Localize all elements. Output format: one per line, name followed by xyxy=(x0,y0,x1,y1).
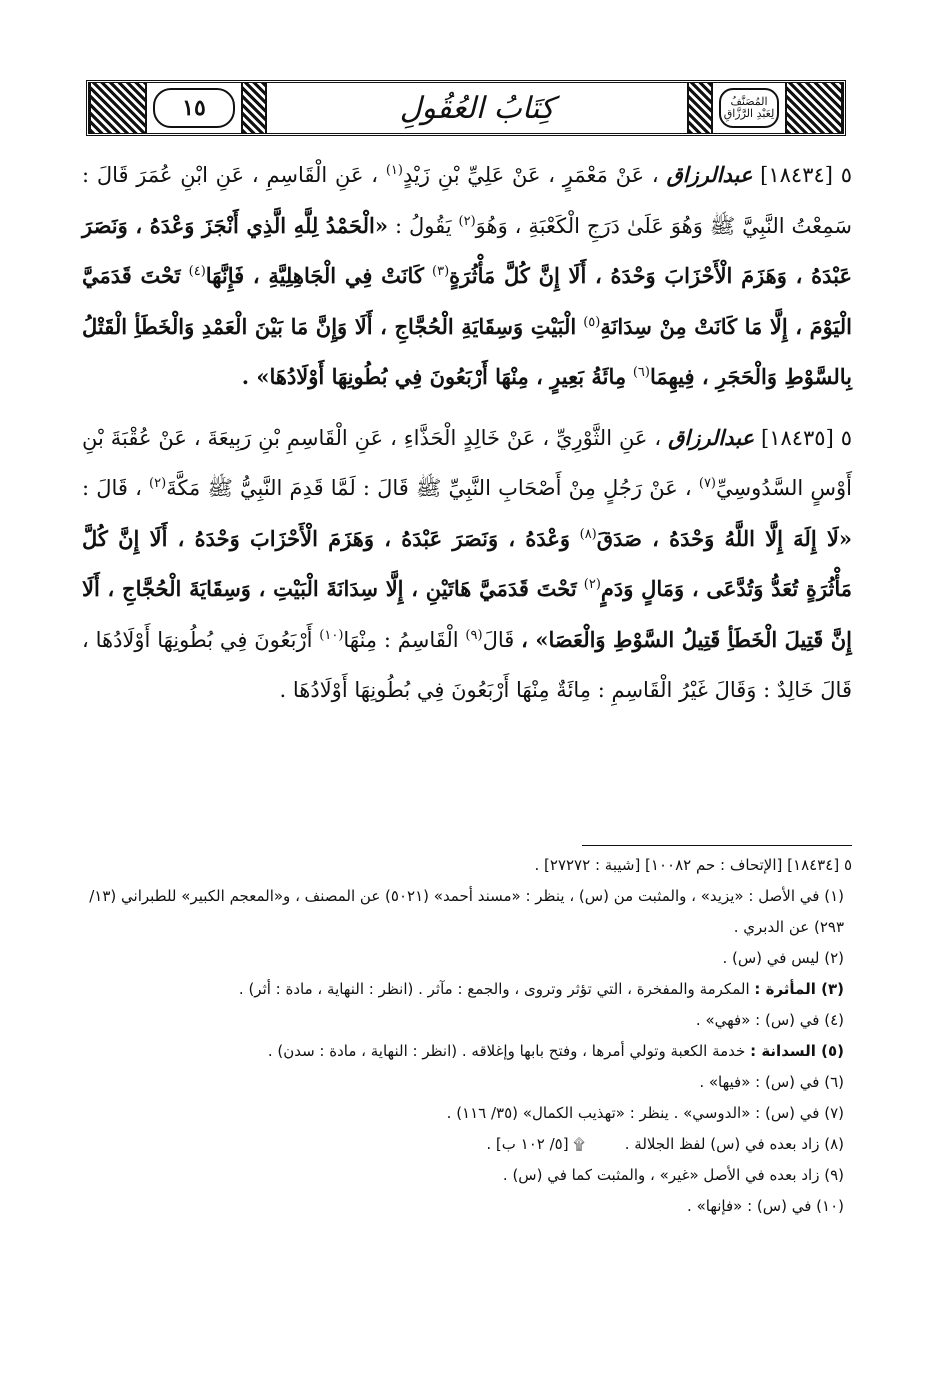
isnad-text: ، عَنْ رَجُلٍ مِنْ أَصْحَابِ النَّبِيِّ ﷺ قَالَ : لَمَّا قَدِمَ النَّبِيُّ ﷺ مَكَّةَ xyxy=(166,476,692,500)
main-text xyxy=(82,150,852,726)
hadith-number: ٥ [١٨٤٣٤] xyxy=(760,163,852,187)
manuscript-folio-ref: ۩ [٥/ ١٠٢ ب] . xyxy=(486,1135,585,1153)
footnote-5 xyxy=(82,1036,852,1067)
isnad-text: يَقُولُ : xyxy=(394,213,452,238)
matn-text: تَحْتَ قَدَمَيَّ الْيَوْمَ ، إِلَّا مَا كَانَتْ مِنْ سِدَانَةِ xyxy=(82,263,852,339)
footnote-ref: (٣) xyxy=(432,264,450,279)
footnote-10: (١٠) في (س) : «فإنها» . xyxy=(687,1197,844,1215)
footnote-1: (١) في الأصل : «يزيد» ، والمثبت من (س) ، ينظر : «مسند أحمد» (٥٠٢١) عن المصنف ، و«المعجم الكبير» للطبراني (١٣/ ٢٩٣) عن الدبري . xyxy=(89,887,844,936)
footnote-ref: (٦) xyxy=(632,365,650,380)
footnote-ref: (٢) xyxy=(583,577,601,592)
footnote-ref: (١٠) xyxy=(319,627,344,643)
matn-text: تَحْتَ قَدَمَيَّ هَاتَيْنِ ، إِلَّا سِدَانَةَ الْبَيْتِ ، وَسِقَايَةَ الْحُجَّاجِ ، أَلَا إِنَّ قَتِيلَ الْخَطَأِ قَتِيلُ السَّوْطِ وَالْعَصَا» ، xyxy=(82,576,852,652)
matn-text: «الْحَمْدُ لِلَّهِ الَّذِي أَنْجَزَ وَعْدَهُ ، وَنَصَرَ عَبْدَهُ ، وَهَزَمَ الْأَحْزَابَ وَحْدَهُ ، أَلَا إِنَّ كُلَّ مَأْثُرَةٍ xyxy=(82,212,852,288)
footnote-ref: (٢) xyxy=(458,213,476,229)
footnote-5-label: (٥) السدانة : xyxy=(750,1042,844,1060)
hadith-18435 xyxy=(82,413,852,716)
footnote-8 xyxy=(82,1129,852,1160)
footnote-3 xyxy=(82,974,852,1005)
footnote-ref: (٩) xyxy=(465,627,483,643)
hadith-18434 xyxy=(82,150,852,403)
page-number: ١٥ xyxy=(153,88,235,128)
matn-text: الْبَيْتِ وَسِقَايَةِ الْحُجَّاجِ ، أَلَا وَإِنَّ مَا بَيْنَ الْعَمْدِ وَالْخَطَأِ الْقَتْلُ بِالسَّوْطِ وَالْحَجَرِ ، فِيهِمَا xyxy=(82,313,852,389)
author-name: عبدالرزاق xyxy=(668,424,755,450)
running-header xyxy=(86,80,846,136)
header-ornament-left xyxy=(89,83,147,133)
footnote-ref: (٤) xyxy=(188,264,206,279)
publisher-logo xyxy=(719,88,779,128)
footnote-4: (٤) في (س) : «فهي» . xyxy=(695,1011,844,1029)
matn-text: وَعْدَهُ ، وَنَصَرَ عَبْدَهُ ، وَهَزَمَ الْأَحْزَابَ وَحْدَهُ ، أَلَا إِنَّ كُلَّ مَأْثُرَةٍ تُعَدُّ وَتُدَّعَى ، وَمَالٍ وَدَمٍ xyxy=(82,525,852,601)
commentary-text: أَرْبَعُونَ فِي بُطُونِهَا أَوْلَادُهَا ، قَالَ خَالِدٌ : وَقَالَ غَيْرُ الْقَاسِمِ : مِائَةٌ مِنْهَا أَرْبَعُونَ فِي بُطُونِهَا أَوْلَادُهَا . xyxy=(82,627,852,702)
publisher-line-2: لِعَبْدِ الرَّزَّاقِ xyxy=(723,107,775,120)
matn-text: كَانَتْ فِي الْجَاهِلِيَّةِ ، فَإِنَّهَا xyxy=(205,263,424,288)
footnote-ref: (٧) xyxy=(698,476,716,491)
footnote-ref: (٢) xyxy=(149,476,167,491)
matn-text: «لَا إِلَهَ إِلَّا اللَّهُ وَحْدَهُ ، صَدَقَ xyxy=(596,525,852,551)
isnad-text: ، عَنْ مَعْمَرٍ ، عَنْ عَلِيِّ بْنِ زَيْدٍ xyxy=(402,163,659,187)
book-title: كِتَابُ العُقُولِ xyxy=(399,90,555,126)
commentary-text: قَالَ xyxy=(482,627,515,652)
isnad-text: ، قَالَ : xyxy=(82,476,142,500)
publisher-line-1: المُصَنَّفُ xyxy=(730,95,768,108)
footnote-3-label: (٣) المأثرة : xyxy=(754,980,844,998)
commentary-text: الْقَاسِمُ : مِنْهَا xyxy=(343,627,459,652)
footnote-ref: (٨) xyxy=(579,526,597,542)
isnad-text: ، عَنِ الثَّوْرِيِّ ، عَنْ خَالِدٍ الْحَذَّاءِ ، عَنِ الْقَاسِمِ بْنِ رَبِيعَةَ ، عَنْ عُقْبَةَ بْنِ أَوْسٍ السَّدُوسِيِّ xyxy=(82,425,853,500)
footnote-2: (٢) ليس في (س) . xyxy=(722,949,844,967)
footnote-ref: (١) xyxy=(385,163,403,178)
footnote-9: (٩) زاد بعده في الأصل «غير» ، والمثبت كما في (س) . xyxy=(502,1166,844,1184)
header-right-group xyxy=(687,83,843,133)
footnote-8-text: (٨) زاد بعده في (س) لفظ الجلالة . xyxy=(624,1135,844,1153)
footnote-ref: (٥) xyxy=(583,314,601,330)
header-left-group xyxy=(89,83,267,133)
footnotes xyxy=(82,850,852,1222)
matn-text: مِائَةُ بَعِيرٍ ، مِنْهَا أَرْبَعُونَ فِي بُطُونِهَا أَوْلَادُهَا» . xyxy=(241,364,627,389)
footnote-6: (٦) في (س) : «فيها» . xyxy=(699,1073,844,1091)
author-name: عبدالرزاق xyxy=(666,162,753,187)
footnote-source: ٥ [١٨٤٣٤] [الإتحاف : حم ١٠٠٨٢] [شيبة : ٢٧٢٧٢] . xyxy=(534,856,852,874)
footnote-divider xyxy=(582,845,852,846)
header-ornament-right-inner xyxy=(687,83,713,133)
footnote-5-text: خدمة الكعبة وتولي أمرها ، وفتح بابها وإغلاقه . (انظر : النهاية ، مادة : سدن) . xyxy=(267,1042,746,1060)
hadith-number: ٥ [١٨٤٣٥] xyxy=(760,425,852,450)
isnad-text: ، عَنِ الْقَاسِمِ ، عَنِ ابْنِ عُمَرَ قَالَ : سَمِعْتُ النَّبِيَّ ﷺ وَهُوَ عَلَىٰ دَرَجِ الْكَعْبَةِ ، وَهُوَ xyxy=(82,163,852,238)
footnote-7: (٧) في (س) : «الدوسي» . ينظر : «تهذيب الكمال» (٣٥/ ١١٦) . xyxy=(446,1104,844,1122)
footnote-3-text: المكرمة والمفخرة ، التي تؤثر وتروى ، والجمع : مآثر . (انظر : النهاية ، مادة : أثر) . xyxy=(238,980,750,998)
header-ornament-right xyxy=(785,83,843,133)
header-ornament-left-inner xyxy=(241,83,267,133)
